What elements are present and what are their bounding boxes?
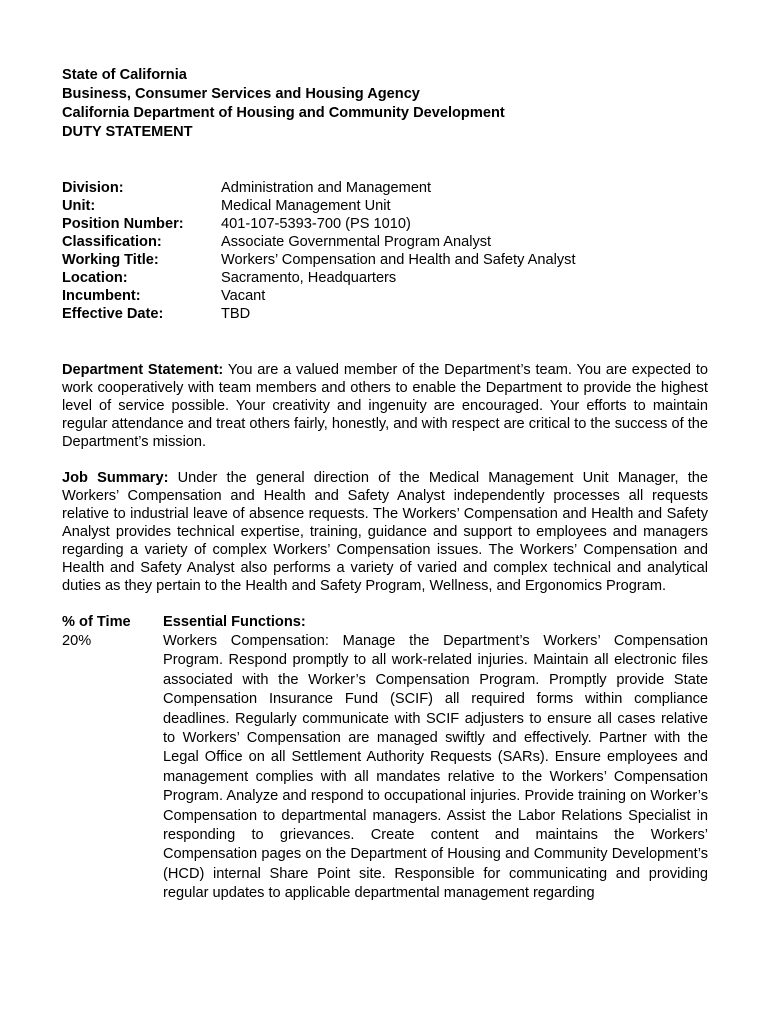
field-row-division xyxy=(62,179,708,197)
function-percent: 20% xyxy=(62,633,92,649)
field-label: Position Number: xyxy=(62,216,184,232)
header-state: State of California xyxy=(62,67,187,83)
percent-of-time-heading: % of Time xyxy=(62,614,131,630)
functions-header-row xyxy=(62,613,708,632)
function-item xyxy=(62,632,708,904)
field-label: Incumbent: xyxy=(62,288,141,304)
job-summary-heading: Job Summary: xyxy=(62,470,169,486)
essential-functions xyxy=(62,613,708,904)
job-summary xyxy=(62,469,708,595)
department-statement xyxy=(62,361,708,451)
duty-statement-page xyxy=(62,66,708,904)
field-label: Division: xyxy=(62,180,124,196)
field-value: Medical Management Unit xyxy=(221,198,391,214)
field-row-location xyxy=(62,269,708,287)
field-label: Classification: xyxy=(62,234,162,250)
header-document-title: DUTY STATEMENT xyxy=(62,124,193,140)
department-statement-text: You are a valued member of the Department’s team. You are expected to work cooperatively with team members and others to enable the Department to provide the highest level of service possible. Your creativity and ingenuity are encouraged. Your efforts to maintain regular attendance and treat others fairly, honestly, and with respect are critical to the success of the Department’s mission. xyxy=(62,362,708,450)
essential-functions-heading: Essential Functions: xyxy=(163,614,306,630)
document-header xyxy=(62,66,708,142)
header-department: California Department of Housing and Community Development xyxy=(62,105,505,121)
field-label: Location: xyxy=(62,270,128,286)
field-value: Vacant xyxy=(221,288,266,304)
field-value: 401-107-5393-700 (PS 1010) xyxy=(221,216,411,232)
function-description: Workers Compensation: Manage the Department’s Workers’ Compensation Program. Respond promptly to all work-related injuries. Maintain all electronic files associated with the Worker’s Compensation Program. Promptly provide State Compensation Insurance Fund (SCIF) all required forms within compliance deadlines. Regularly communicate with SCIF adjusters to ensure all cases relative to Workers’ Compensation are managed swiftly and effectively. Partner with the Legal Office on all Settlement Authority Requests (SARs). Ensure employees and management complies with all mandates relative to the Workers’ Compensation Program. Analyze and respond to occupational injuries. Provide training on Worker’s Compensation to departmental managers. Assist the Labor Relations Specialist in responding to grievances. Create content and maintains the Workers’ Compensation pages on the Department of Housing and Community Development’s (HCD) internal Share Point site. Responsible for communicating and providing regular updates to applicable departmental management regarding xyxy=(163,633,708,902)
field-row-classification xyxy=(62,233,708,251)
field-value: Associate Governmental Program Analyst xyxy=(221,234,492,250)
field-row-working-title xyxy=(62,251,708,269)
field-row-unit xyxy=(62,197,708,215)
field-label: Effective Date: xyxy=(62,306,164,322)
field-value: Administration and Management xyxy=(221,180,432,196)
job-summary-text: Under the general direction of the Medical Management Unit Manager, the Workers’ Compensation and Health and Safety Analyst independently processes all requests relative to industrial leave of absence requests. The Workers’ Compensation and Health and Safety Analyst provides technical expertise, training, guidance and support to employees and managers regarding a variety of complex Workers’ Compensation issues. The Workers’ Compensation and Health and Safety Analyst also performs a variety of varied and complex technical and analytical duties as they pertain to the Health and Safety Program, Wellness, and Ergonomics Program. xyxy=(62,470,708,594)
field-label: Unit: xyxy=(62,198,96,214)
field-row-incumbent xyxy=(62,287,708,305)
field-row-effective-date xyxy=(62,305,708,323)
field-value: Sacramento, Headquarters xyxy=(221,270,397,286)
field-row-position-number xyxy=(62,215,708,233)
department-statement-heading: Department Statement: xyxy=(62,362,224,378)
field-value: TBD xyxy=(221,306,251,322)
field-value: Workers’ Compensation and Health and Safety Analyst xyxy=(221,252,576,268)
position-fields xyxy=(62,179,708,323)
header-agency: Business, Consumer Services and Housing Agency xyxy=(62,86,420,102)
field-label: Working Title: xyxy=(62,252,159,268)
